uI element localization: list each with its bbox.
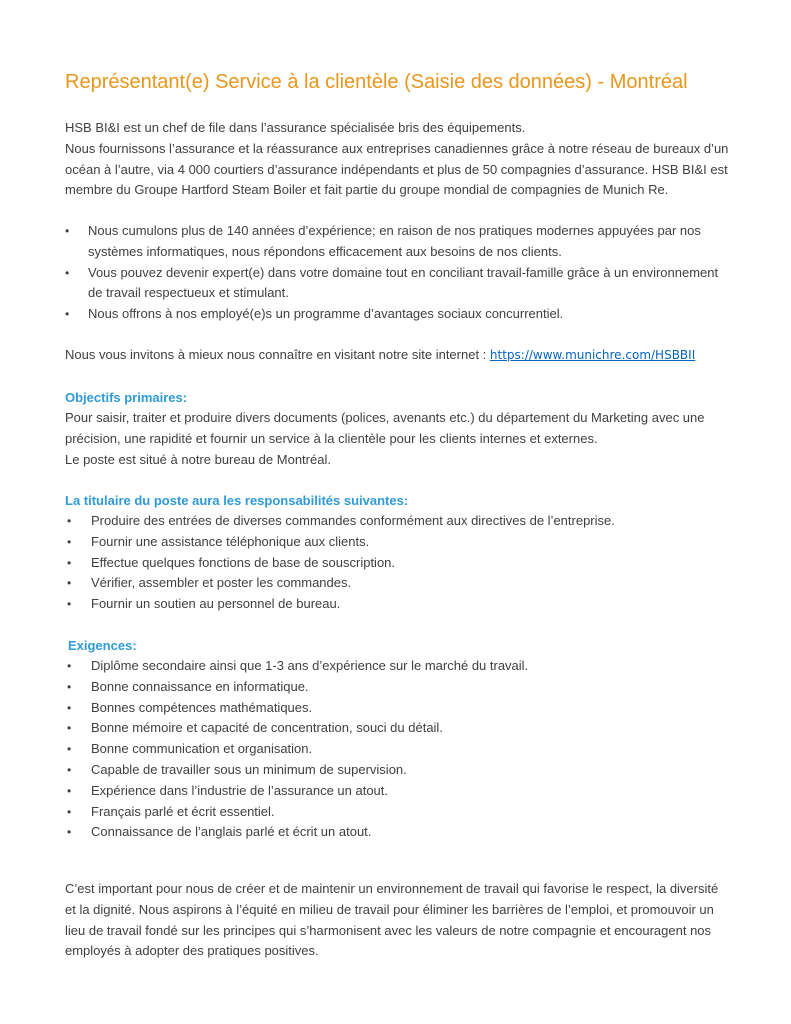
list-item-text: Bonne connaissance en informatique.: [91, 678, 309, 694]
invite-section: [65, 345, 730, 366]
list-item-text: Diplôme secondaire ainsi que 1-3 ans d’expérience sur le marché du travail.: [91, 658, 529, 673]
objectives-line-2: Le poste est situé à notre bureau de Montréal.: [65, 451, 331, 467]
objectives-heading: Objectifs primaires:: [65, 390, 188, 405]
bullet-icon: •: [67, 700, 72, 715]
list-item-text: Connaissance de l’anglais parlé et écrit un atout.: [91, 824, 372, 840]
invite-text: Nous vous invitons à mieux nous connaître en visitant notre site internet :: [65, 347, 490, 362]
list-item-text: Bonne communication et organisation.: [91, 741, 313, 757]
list-item-text: Effectue quelques fonctions de base de souscription.: [91, 554, 396, 570]
list-item: [65, 263, 730, 305]
intro-section: [65, 118, 730, 201]
list-item: [65, 594, 730, 615]
list-item: [65, 573, 730, 594]
responsibilities-list: [65, 511, 730, 615]
bullet-icon: •: [65, 265, 70, 280]
list-item: [65, 781, 730, 802]
bullet-icon: •: [67, 804, 72, 819]
bullet-icon: •: [67, 825, 72, 840]
list-item: [65, 718, 730, 739]
bullet-icon: •: [67, 597, 72, 612]
list-item: [65, 698, 730, 719]
invite-paragraph: [65, 345, 730, 366]
list-item-text: Fournir une assistance téléphonique aux clients.: [91, 533, 370, 549]
bullet-icon: •: [65, 224, 70, 238]
list-item-text: Produire des entrées de diverses commandes conformément aux directives de l’entreprise.: [91, 513, 615, 528]
website-link[interactable]: https://www.munichre.com/HSBBII: [489, 348, 696, 362]
list-item: [65, 677, 730, 698]
bullet-icon: •: [67, 534, 72, 549]
list-item-text: Français parlé et écrit essentiel.: [91, 803, 275, 819]
list-item: [65, 760, 730, 781]
intro-line-2: Nous fournissons l’assurance et la réassurance aux entreprises canadiennes grâce à notre réseau de bureaux d’un océan à l’autre, via 4 000 courtiers d’assurance indépendants et plus de 50 compagnies d’assurance. HSB BI&I est membre du Groupe Hartford Steam Boiler et fait partie du groupe mondial de compagnies de Munich Re.: [65, 140, 729, 198]
list-item-text: Expérience dans l’industrie de l’assurance un atout.: [91, 782, 389, 798]
objectives-section: [65, 388, 730, 470]
bullet-icon: •: [67, 762, 72, 777]
list-item: [65, 511, 730, 532]
closing-paragraph: C’est important pour nous de créer et de maintenir un environnement de travail qui favorise le respect, la diversité et la dignité. Nous aspirons à l’équité en milieu de travail pour éliminer les barrières de l’emploi, et promouvoir un lieu de travail fondé sur les principes qui s’harmonisent avec les valeurs de notre compagnie et encouragent nos employés à adopter des pratiques positives.: [65, 881, 719, 959]
closing-section: [65, 879, 730, 962]
bullet-icon: •: [67, 576, 72, 591]
requirements-heading: Exigences:: [68, 638, 137, 653]
bullet-icon: •: [67, 555, 72, 570]
list-item: [65, 739, 730, 760]
bullet-icon: •: [67, 679, 72, 694]
requirements-list: [65, 656, 730, 843]
list-item-text: Nous offrons à nos employé(e)s un programme d’avantages sociaux concurrentiel.: [88, 306, 564, 322]
list-item-text: Vous pouvez devenir expert(e) dans votre domaine tout en conciliant travail-famille grâce à un environnement de travail respectueux et stimulant.: [88, 264, 719, 301]
objectives-line-1: Pour saisir, traiter et produire divers documents (polices, avenants etc.) du département du Marketing avec une précision, une rapidité et fournir un service à la clientèle pour les clients internes et externes.: [65, 410, 705, 446]
bullet-icon: •: [67, 783, 72, 798]
page-title: Représentant(e) Service à la clientèle (Saisie des données) - Montréal: [65, 71, 688, 93]
list-item-text: Bonne mémoire et capacité de concentration, souci du détail.: [91, 720, 443, 736]
list-item: [65, 802, 730, 823]
intro-line-1: HSB BI&I est un chef de file dans l’assurance spécialisée bris des équipements.: [65, 120, 526, 135]
bullet-icon: •: [65, 307, 70, 322]
responsibilities-section: [65, 491, 730, 615]
list-item-text: Nous cumulons plus de 140 années d’expérience; en raison de nos pratiques modernes appuyées par nos systèmes informatiques, nous répondons efficacement aux besoins de nos clients.: [88, 223, 701, 259]
list-item: [65, 532, 730, 553]
list-item: [65, 221, 730, 263]
list-item: [65, 656, 730, 677]
list-item: [65, 822, 730, 843]
list-item-text: Capable de travailler sous un minimum de supervision.: [91, 761, 407, 777]
list-item-text: Fournir un soutien au personnel de bureau.: [91, 596, 341, 612]
list-item: [65, 553, 730, 574]
bullet-icon: •: [67, 742, 72, 757]
bullet-icon: •: [67, 659, 72, 673]
list-item-text: Vérifier, assembler et poster les commandes.: [91, 575, 352, 591]
bullet-icon: •: [67, 514, 72, 528]
highlights-section: [65, 221, 730, 325]
list-item: [65, 304, 730, 325]
bullet-icon: •: [67, 721, 72, 736]
highlights-list: [65, 221, 730, 325]
requirements-section: [65, 636, 730, 843]
responsibilities-heading: La titulaire du poste aura les responsabilités suivantes:: [65, 493, 409, 508]
list-item-text: Bonnes compétences mathématiques.: [91, 699, 313, 715]
